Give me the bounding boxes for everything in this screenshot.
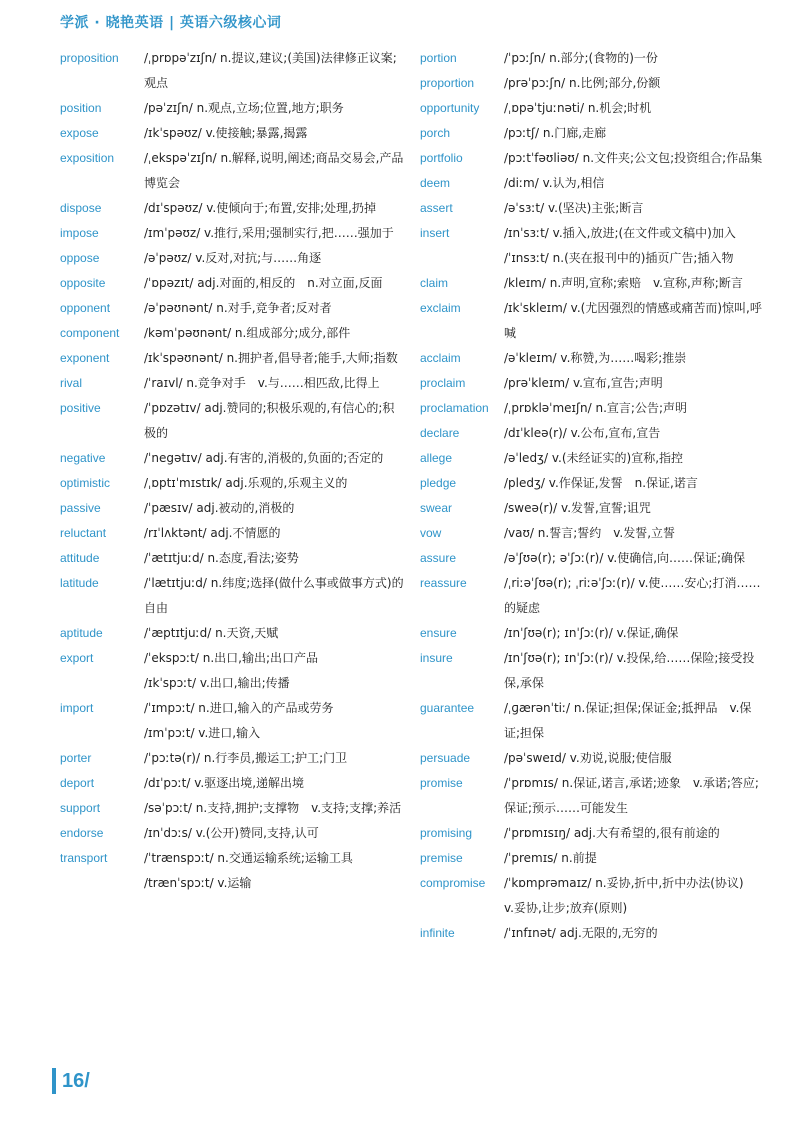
- headword: assert: [420, 201, 453, 215]
- definition: /ˈnegətɪv/ adj.有害的,消极的,负面的;否定的: [144, 451, 384, 465]
- definition: /pledʒ/ v.作保证,发誓 n.保证,诺言: [504, 476, 698, 490]
- vocab-entry: [420, 71, 765, 96]
- headword: expose: [60, 126, 99, 140]
- vocab-entry: [60, 746, 405, 771]
- definition: /dɪˈkleə(r)/ v.公布,宣布,宣告: [504, 426, 661, 440]
- vocab-entry: [60, 821, 405, 846]
- headword: declare: [420, 426, 460, 440]
- definition: /kəmˈpəʊnənt/ n.组成部分;成分,部件: [144, 326, 351, 340]
- vocab-entry: [420, 546, 765, 571]
- vocab-entry: [420, 496, 765, 521]
- definition: /ˈtrænspɔːt/ n.交通运输系统;运输工具: [144, 851, 353, 865]
- headword: opponent: [60, 301, 111, 315]
- vocab-entry: [420, 221, 765, 246]
- page-number: 16/: [62, 1069, 90, 1092]
- headword: opportunity: [420, 101, 480, 115]
- vocab-entry: [420, 846, 765, 871]
- vocab-entry: [60, 346, 405, 371]
- headword: reassure: [420, 576, 467, 590]
- vocab-entry: [420, 921, 765, 946]
- vocab-entry: [420, 646, 765, 696]
- definition: /ˈraɪvl/ n.竞争对手 v.与……相匹敌,比得上: [144, 376, 380, 390]
- definition: /əˈledʒ/ v.(未经证实的)宣称,指控: [504, 451, 684, 465]
- definition: /prəˈpɔːʃn/ n.比例;部分,份额: [504, 76, 661, 90]
- definition: /ˌekspəˈzɪʃn/ n.解释,说明,阐述;商品交易会,产品博览会: [144, 151, 404, 190]
- vocab-entry: [60, 796, 405, 821]
- headword: proclamation: [420, 401, 489, 415]
- definition: /ɪkˈspəʊz/ v.使接触;暴露,揭露: [144, 126, 308, 140]
- vocab-entry: [60, 621, 405, 646]
- headword: promising: [420, 826, 473, 840]
- headword: negative: [60, 451, 106, 465]
- vocab-entry: [60, 696, 405, 721]
- definition: /ˈpɒzətɪv/ adj.赞同的;积极乐观的,有信心的;积极的: [144, 401, 395, 440]
- vocab-entry: [60, 646, 405, 671]
- vocab-entry: [60, 96, 405, 121]
- definition: /rɪˈlʌktənt/ adj.不情愿的: [144, 526, 281, 540]
- vocab-entry: [420, 746, 765, 771]
- vocab-entry: [420, 246, 765, 271]
- definition: /ˌprɒkləˈmeɪʃn/ n.宣言;公告;声明: [504, 401, 688, 415]
- definition: /əˈʃʊə(r); əˈʃɔː(r)/ v.使确信,向……保证;确保: [504, 551, 746, 565]
- definition: /ɪmˈpəʊz/ v.推行,采用;强制实行,把……强加于: [144, 226, 394, 240]
- headword: optimistic: [60, 476, 111, 490]
- headword: acclaim: [420, 351, 461, 365]
- headword: portfolio: [420, 151, 463, 165]
- vocab-entry: [60, 721, 405, 746]
- definition: /ɪnˈʃʊə(r); ɪnˈʃɔː(r)/ v.保证,确保: [504, 626, 679, 640]
- headword: infinite: [420, 926, 455, 940]
- headword: allege: [420, 451, 453, 465]
- headword: position: [60, 101, 102, 115]
- headword: rival: [60, 376, 83, 390]
- definition: /ˈpremɪs/ n.前提: [504, 851, 597, 865]
- headword: passive: [60, 501, 101, 515]
- vocab-entry: [420, 696, 765, 746]
- vocab-entry: [420, 421, 765, 446]
- headword: swear: [420, 501, 453, 515]
- headword: compromise: [420, 876, 486, 890]
- headword: deport: [60, 776, 95, 790]
- definition: /diːm/ v.认为,相信: [504, 176, 605, 190]
- definition: /ˈpɔːtə(r)/ n.行李员,搬运工;护工;门卫: [144, 751, 348, 765]
- definition: /əˈsɜːt/ v.(坚决)主张;断言: [504, 201, 644, 215]
- vocab-entry: [60, 871, 405, 896]
- vocab-entry: [60, 396, 405, 446]
- definition: /ˈɒpəzɪt/ adj.对面的,相反的 n.对立面,反面: [144, 276, 383, 290]
- headword: oppose: [60, 251, 100, 265]
- definition: /ˈlætɪtjuːd/ n.纬度;选择(做什么事或做事方式)的自由: [144, 576, 404, 615]
- headword: export: [60, 651, 94, 665]
- headword: insure: [420, 651, 453, 665]
- headword: vow: [420, 526, 442, 540]
- vocab-entry: [60, 846, 405, 871]
- headword: positive: [60, 401, 101, 415]
- headword: insert: [420, 226, 450, 240]
- headword: endorse: [60, 826, 104, 840]
- headword: transport: [60, 851, 108, 865]
- vocab-entry: [60, 221, 405, 246]
- vocab-entry: [60, 771, 405, 796]
- definition: /ˌɒpəˈtjuːnəti/ n.机会;时机: [504, 101, 652, 115]
- headword: exclaim: [420, 301, 461, 315]
- vocab-entry: [60, 146, 405, 196]
- vocab-entry: [60, 246, 405, 271]
- definition: /əˈpəʊz/ v.反对,对抗;与……角逐: [144, 251, 322, 265]
- headword: dispose: [60, 201, 102, 215]
- headword: porch: [420, 126, 451, 140]
- vocab-entry: [60, 446, 405, 471]
- headword: opposite: [60, 276, 106, 290]
- vocab-entry: [420, 871, 765, 921]
- definition: /pəˈzɪʃn/ n.观点,立场;位置,地方;职务: [144, 101, 344, 115]
- definition: /ˈprɒmɪsɪŋ/ adj.大有希望的,很有前途的: [504, 826, 720, 840]
- definition: /ˈekspɔːt/ n.出口,输出;出口产品: [144, 651, 319, 665]
- definition: /vaʊ/ n.誓言;誓约 v.发誓,立誓: [504, 526, 676, 540]
- vocab-entry: [420, 396, 765, 421]
- definition: /ˌɒptɪˈmɪstɪk/ adj.乐观的,乐观主义的: [144, 476, 348, 490]
- headword: ensure: [420, 626, 457, 640]
- vocab-entry: [420, 471, 765, 496]
- headword: impose: [60, 226, 99, 240]
- vocab-entry: [420, 521, 765, 546]
- headword: aptitude: [60, 626, 103, 640]
- vocab-entry: [420, 121, 765, 146]
- headword: persuade: [420, 751, 471, 765]
- headword: proposition: [60, 51, 119, 65]
- headword: support: [60, 801, 101, 815]
- definition: /səˈpɔːt/ n.支持,拥护;支撑物 v.支持;支撑;养活: [144, 801, 402, 815]
- definition: /trænˈspɔːt/ v.运输: [144, 876, 252, 890]
- headword: guarantee: [420, 701, 475, 715]
- headword: promise: [420, 776, 463, 790]
- definition: /ˈɪnfɪnət/ adj.无限的,无穷的: [504, 926, 658, 940]
- definition: /sweə(r)/ v.发誓,宣誓;诅咒: [504, 501, 651, 515]
- headword: proportion: [420, 76, 475, 90]
- headword: premise: [420, 851, 463, 865]
- headword: component: [60, 326, 120, 340]
- headword: assure: [420, 551, 457, 565]
- page-number-bar: [52, 1068, 56, 1094]
- headword: attitude: [60, 551, 100, 565]
- definition: /prəˈkleɪm/ v.宣布,宣告;声明: [504, 376, 663, 390]
- vocab-entry: [420, 621, 765, 646]
- definition: /pɔːtʃ/ n.门廊,走廊: [504, 126, 607, 140]
- vocab-entry: [60, 546, 405, 571]
- headword: pledge: [420, 476, 457, 490]
- definition: /ɪkˈspɔːt/ v.出口,输出;传播: [144, 676, 290, 690]
- vocab-entry: [420, 96, 765, 121]
- vocab-entry: [420, 371, 765, 396]
- vocab-entry: [420, 571, 765, 621]
- vocab-entry: [60, 671, 405, 696]
- vocab-entry: [60, 571, 405, 621]
- definition: /ɪnˈʃʊə(r); ɪnˈʃɔː(r)/ v.投保,给……保险;接受投保,承保: [504, 651, 755, 690]
- definition: /dɪˈpɔːt/ v.驱逐出境,递解出境: [144, 776, 305, 790]
- vocab-entry: [420, 346, 765, 371]
- definition: /pɔːtˈfəʊliəʊ/ n.文件夹;公文包;投资组合;作品集: [504, 151, 763, 165]
- headword: reluctant: [60, 526, 107, 540]
- vocab-entry: [60, 271, 405, 296]
- definition: /ɪkˈspəʊnənt/ n.拥护者,倡导者;能手,大师;指数: [144, 351, 398, 365]
- headword: latitude: [60, 576, 99, 590]
- definition: /ˈɪnsɜːt/ n.(夹在报刊中的)插页广告;插入物: [504, 251, 734, 265]
- headword: deem: [420, 176, 451, 190]
- vocab-entry: [60, 496, 405, 521]
- definition: /ɪmˈpɔːt/ v.进口,输入: [144, 726, 261, 740]
- headword: porter: [60, 751, 92, 765]
- definition: /ˈprɒmɪs/ n.保证,诺言,承诺;迹象 v.承诺;答应;保证;预示……可能发生: [504, 776, 759, 815]
- left-column: [60, 46, 405, 896]
- headword: exposition: [60, 151, 115, 165]
- headword: proclaim: [420, 376, 466, 390]
- definition: /ɪnˈsɜːt/ v.插入,放进;(在文件或文稿中)加入: [504, 226, 736, 240]
- vocab-entry: [420, 271, 765, 296]
- definition: /ˈpæsɪv/ adj.被动的,消极的: [144, 501, 295, 515]
- vocab-entry: [60, 521, 405, 546]
- definition: /kleɪm/ n.声明,宣称;索赔 v.宣称,声称;断言: [504, 276, 743, 290]
- vocab-entry: [60, 296, 405, 321]
- definition: /ˈætɪtjuːd/ n.态度,看法;姿势: [144, 551, 299, 565]
- vocab-entry: [420, 196, 765, 221]
- definition: /ˌriːəˈʃʊə(r); ˌriːəˈʃɔː(r)/ v.使……安心;打消……的疑虑: [504, 576, 761, 615]
- vocab-entry: [60, 371, 405, 396]
- vocab-entry: [420, 296, 765, 346]
- headword: claim: [420, 276, 449, 290]
- vocab-entry: [420, 171, 765, 196]
- vocab-entry: [420, 146, 765, 171]
- vocab-entry: [420, 446, 765, 471]
- definition: /dɪˈspəʊz/ v.使倾向于;布置,安排;处理,扔掉: [144, 201, 376, 215]
- definition: /əˈpəʊnənt/ n.对手,竞争者;反对者: [144, 301, 332, 315]
- vocab-entry: [60, 196, 405, 221]
- vocab-entry: [60, 471, 405, 496]
- vocab-entry: [60, 321, 405, 346]
- right-column: [420, 46, 765, 946]
- vocab-entry: [60, 46, 405, 96]
- headword: portion: [420, 51, 457, 65]
- headword: exponent: [60, 351, 110, 365]
- vocab-entry: [420, 46, 765, 71]
- definition: /ˈæptɪtjuːd/ n.天资,天赋: [144, 626, 279, 640]
- page-footer: [52, 1068, 90, 1094]
- definition: /ˈpɔːʃn/ n.部分;(食物的)一份: [504, 51, 658, 65]
- definition: /ˈɪmpɔːt/ n.进口,输入的产品或劳务: [144, 701, 334, 715]
- definition: /ɪkˈskleɪm/ v.(尤因强烈的情感或痛苦而)惊叫,呼喊: [504, 301, 762, 340]
- definition: /ˌprɒpəˈzɪʃn/ n.提议,建议;(美国)法律修正议案;观点: [144, 51, 397, 90]
- definition: /ˌɡærənˈtiː/ n.保证;担保;保证金;抵押品 v.保证;担保: [504, 701, 752, 740]
- vocab-entry: [60, 121, 405, 146]
- definition: /ɪnˈdɔːs/ v.(公开)赞同,支持,认可: [144, 826, 319, 840]
- definition: /ˈkɒmprəmaɪz/ n.妥协,折中,折中办法(协议) v.妥协,让步;放弃(原则): [504, 876, 756, 915]
- definition: /əˈkleɪm/ v.称赞,为……喝彩;推崇: [504, 351, 687, 365]
- page-header: 学派 · 晓艳英语 | 英语六级核心词: [60, 15, 282, 31]
- headword: import: [60, 701, 94, 715]
- vocab-entry: [420, 821, 765, 846]
- vocab-entry: [420, 771, 765, 821]
- definition: /pəˈsweɪd/ v.劝说,说服;使信服: [504, 751, 672, 765]
